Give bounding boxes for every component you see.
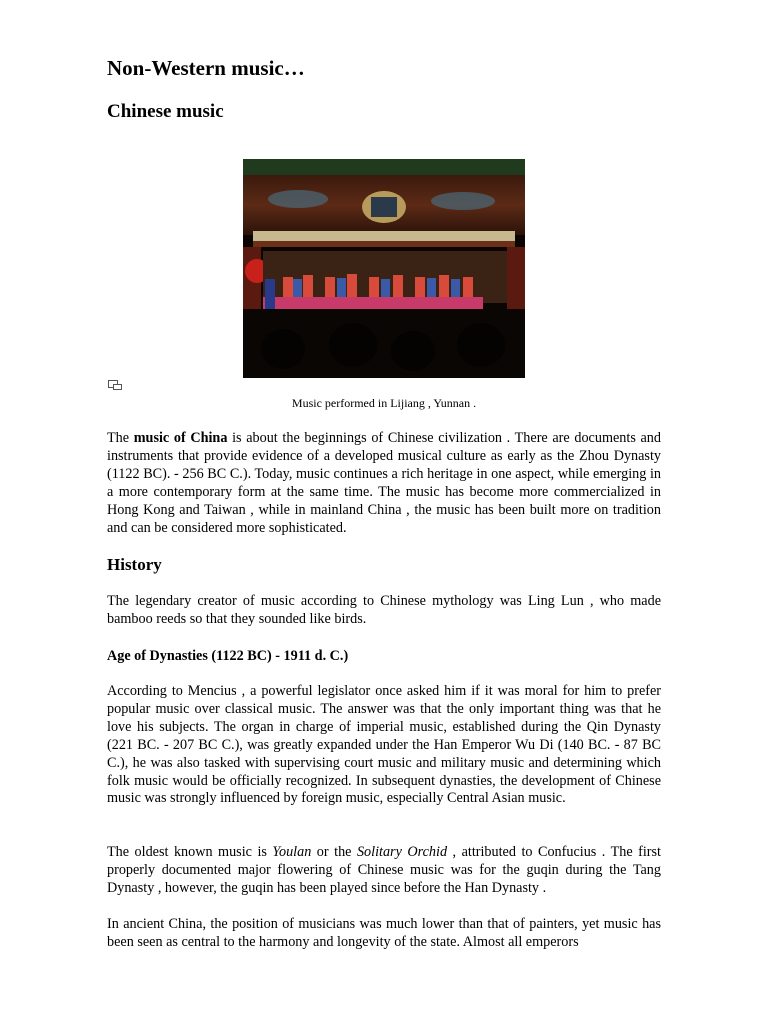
history-paragraph-3: The oldest known music is Youlan or the Solitary Orchid , attributed to Confucius . The first properly documented major flowering of Chinese music was for the guqin during the Tang Dynasty , however, the guqin has been played since before the Han Dynasty . — [107, 844, 661, 896]
figure-caption: Music performed in Lijiang , Yunnan . — [291, 396, 477, 410]
history-paragraph-4: In ancient China, the position of musicians was much lower than that of painters, yet music has been seen as central to the harmony and longevity of the state. Almost all emperors — [107, 916, 661, 950]
section-title: Chinese music — [107, 101, 224, 122]
page-title: Non-Western music… — [107, 56, 305, 80]
history-heading: History — [107, 555, 162, 574]
intro-paragraph: The music of China is about the beginnings of Chinese civilization . There are documents and instruments that provide evidence of a developed musical culture as early as the Zhou Dynasty (1122 BC). - 256 BC C.). Today, music continues a rich heritage in one aspect, while emerging in a more contemporary form at the same time. The music has become more commercialized in Hong Kong and Taiwan , while in mainland China , the music has been built more on tradition and can be considered more sophisticated. — [107, 430, 661, 536]
bold-term: music of China — [133, 430, 228, 446]
italic-title-youlan: Youlan — [272, 844, 312, 860]
concert-photo — [243, 159, 525, 378]
italic-title-orchid: Solitary Orchid — [356, 844, 448, 860]
history-paragraph-1: The legendary creator of music according to Chinese mythology was Ling Lun , who made bamboo reeds so that they sounded like birds. — [107, 593, 661, 627]
history-paragraph-2: According to Mencius , a powerful legislator once asked him if it was moral for him to prefer popular music over classical music. The answer was that the only important thing was that he love his subjects. The organ in charge of imperial music, established during the Qin Dynasty (221 BC. - 207 BC C.), was greatly expanded under the Han Emperor Wu Di (140 BC. - 87 BC C.), he was also tasked with supervising court music and military music and determining which folk music would be officially recognized. In subsequent dynasties, the development of Chinese music was strongly influenced by foreign music, especially Central Asian music. — [107, 683, 661, 807]
image-placeholder-icon — [108, 377, 122, 387]
dynasties-heading: Age of Dynasties (1122 BC) - 1911 d. C.) — [107, 648, 349, 664]
